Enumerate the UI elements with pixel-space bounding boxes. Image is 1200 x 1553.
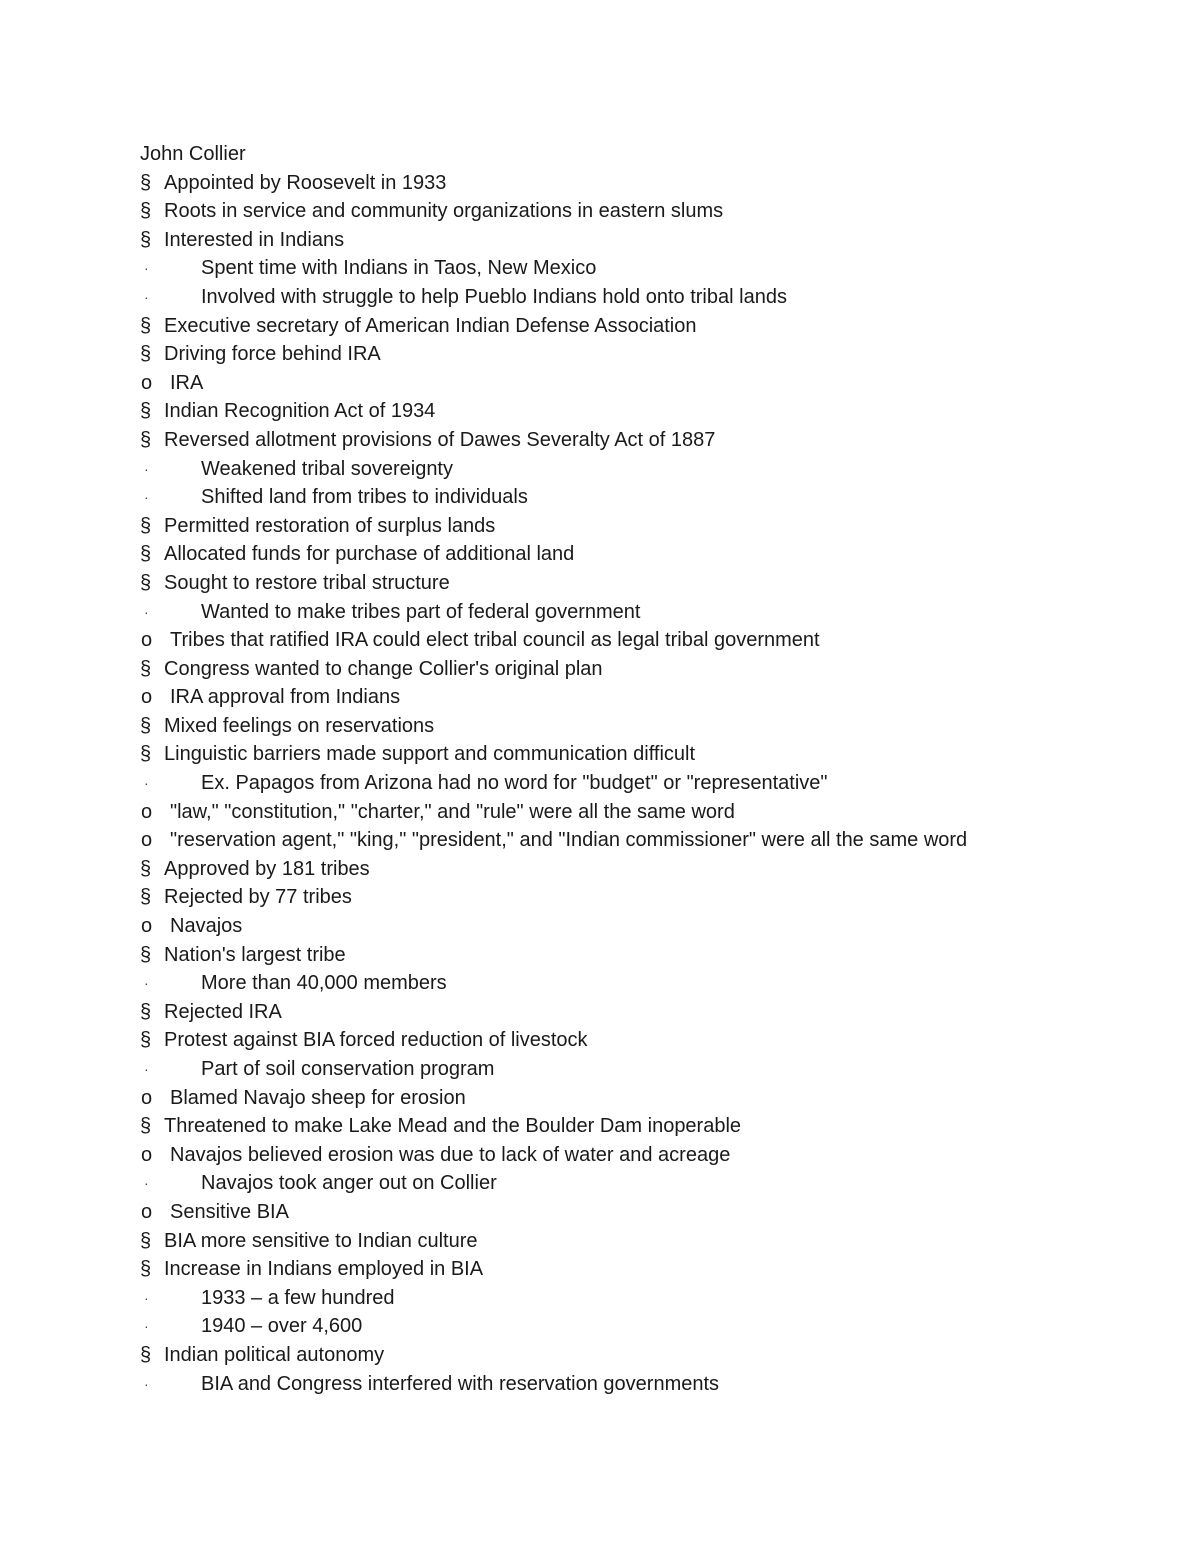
- outline-line-text: Blamed Navajo sheep for erosion: [170, 1086, 466, 1109]
- bullet-dot-icon: ·: [144, 603, 149, 620]
- outline-line-text: Nation's largest tribe: [164, 943, 346, 966]
- outline-line-text: 1933 – a few hundred: [201, 1286, 395, 1309]
- bullet-dot-icon: ·: [144, 288, 149, 305]
- outline-line-text: Interested in Indians: [164, 228, 345, 251]
- bullet-dot-icon: ·: [144, 1061, 149, 1077]
- outline-line-text: IRA: [170, 371, 204, 394]
- bullet-sec-icon: §: [140, 1343, 152, 1366]
- outline-line-text: Indian Recognition Act of 1934: [164, 400, 436, 423]
- bullet-circ-icon: o: [141, 800, 153, 823]
- bullet-dot-icon: ·: [144, 1289, 149, 1306]
- outline-line-text: Sensitive BIA: [170, 1200, 289, 1223]
- outline-line-text: Involved with struggle to help Pueblo Indians hold onto tribal lands: [201, 285, 787, 308]
- bullet-dot-icon: ·: [144, 260, 149, 277]
- bullet-sec-icon: §: [140, 228, 152, 251]
- bullet-circ-icon: o: [141, 629, 153, 652]
- outline-line-text: Executive secretary of American Indian Defense Association: [164, 314, 697, 337]
- outline-line-text: Navajos believed erosion was due to lack of water and acreage: [170, 1143, 731, 1166]
- bullet-sec-icon: §: [140, 200, 152, 223]
- bullet-dot-icon: ·: [144, 1175, 149, 1192]
- bullet-sec-icon: §: [140, 886, 152, 909]
- outline-line-text: Rejected IRA: [164, 1000, 282, 1023]
- bullet-sec-icon: §: [140, 571, 152, 594]
- bullet-sec-icon: §: [140, 400, 152, 423]
- outline-line-text: IRA approval from Indians: [170, 686, 401, 709]
- bullet-circ-icon: o: [141, 686, 153, 709]
- bullet-dot-icon: ·: [144, 975, 149, 992]
- outline-line-text: Mixed feelings on reservations: [164, 714, 435, 737]
- bullet-dot-icon: ·: [144, 1375, 149, 1392]
- document-title: John Collier: [140, 143, 246, 165]
- outline-line-text: Increase in Indians employed in BIA: [164, 1258, 484, 1281]
- outline-line-text: Sought to restore tribal structure: [164, 571, 450, 594]
- bullet-circ-icon: o: [141, 829, 153, 852]
- outline-line-text: Indian political autonomy: [164, 1343, 385, 1366]
- bullet-circ-icon: o: [141, 1086, 153, 1109]
- bullet-sec-icon: §: [140, 543, 152, 566]
- outline-line-text: Protest against BIA forced reduction of livestock: [164, 1029, 588, 1052]
- outline-line-text: Threatened to make Lake Mead and the Boulder Dam inoperable: [164, 1115, 742, 1138]
- bullet-sec-icon: §: [140, 1258, 152, 1281]
- outline-line-text: BIA and Congress interfered with reservation governments: [201, 1372, 720, 1395]
- bullet-dot-icon: ·: [144, 489, 149, 506]
- outline-line-text: Ex. Papagos from Arizona had no word for "budget" or "representative": [201, 772, 828, 795]
- outline-line-text: Roots in service and community organizations in eastern slums: [164, 200, 724, 223]
- bullet-sec-icon: §: [140, 428, 152, 451]
- bullet-sec-icon: §: [140, 314, 152, 337]
- outline-line-text: "law," "constitution," "charter," and "rule" were all the same word: [170, 800, 735, 823]
- outline-line-text: 1940 – over 4,600: [201, 1315, 363, 1338]
- bullet-sec-icon: §: [140, 857, 152, 880]
- bullet-circ-icon: o: [141, 915, 153, 938]
- outline-line-text: Driving force behind IRA: [164, 343, 381, 366]
- bullet-sec-icon: §: [140, 714, 152, 737]
- outline-line-text: Approved by 181 tribes: [164, 857, 370, 880]
- bullet-sec-icon: §: [140, 743, 152, 766]
- outline-line-text: Wanted to make tribes part of federal government: [201, 600, 641, 623]
- bullet-sec-icon: §: [140, 657, 152, 680]
- bullet-circ-icon: o: [141, 371, 153, 394]
- bullet-sec-icon: §: [140, 1000, 152, 1023]
- outline-line-text: Permitted restoration of surplus lands: [164, 514, 496, 537]
- bullet-sec-icon: §: [140, 943, 152, 966]
- outline-line-text: Part of soil conservation program: [201, 1058, 495, 1080]
- outline-line-text: BIA more sensitive to Indian culture: [164, 1229, 478, 1252]
- bullet-dot-icon: ·: [144, 775, 149, 792]
- outline-line-text: "reservation agent," "king," "president," and "Indian commissioner" were all the same word: [170, 829, 968, 852]
- bullet-sec-icon: §: [140, 1115, 152, 1138]
- bullet-sec-icon: §: [140, 171, 152, 194]
- bullet-dot-icon: ·: [144, 460, 149, 477]
- outline-line-text: Appointed by Roosevelt in 1933: [164, 171, 447, 194]
- bullet-sec-icon: §: [140, 514, 152, 537]
- bullet-sec-icon: §: [140, 1229, 152, 1252]
- outline-line-text: Rejected by 77 tribes: [164, 886, 352, 909]
- outline-line-text: Spent time with Indians in Taos, New Mexico: [201, 257, 597, 280]
- bullet-circ-icon: o: [141, 1200, 153, 1223]
- outline-line-text: Allocated funds for purchase of additional land: [164, 543, 575, 566]
- outline-line-text: Congress wanted to change Collier's original plan: [164, 657, 603, 680]
- bullet-circ-icon: o: [141, 1143, 153, 1166]
- bullet-dot-icon: ·: [144, 1318, 149, 1335]
- outline-line-text: Reversed allotment provisions of Dawes Severalty Act of 1887: [164, 428, 716, 451]
- bullet-sec-icon: §: [140, 343, 152, 366]
- outline-line-text: Linguistic barriers made support and communication difficult: [164, 743, 696, 766]
- outline-line-text: Navajos took anger out on Collier: [201, 1172, 497, 1195]
- outline-line-text: Navajos: [170, 915, 243, 938]
- outline-line-text: Weakened tribal sovereignty: [201, 457, 453, 480]
- outline-line-text: Shifted land from tribes to individuals: [201, 486, 528, 509]
- outline-line-text: More than 40,000 members: [201, 972, 447, 995]
- bullet-sec-icon: §: [140, 1029, 152, 1052]
- outline-line-text: Tribes that ratified IRA could elect tribal council as legal tribal government: [170, 629, 820, 652]
